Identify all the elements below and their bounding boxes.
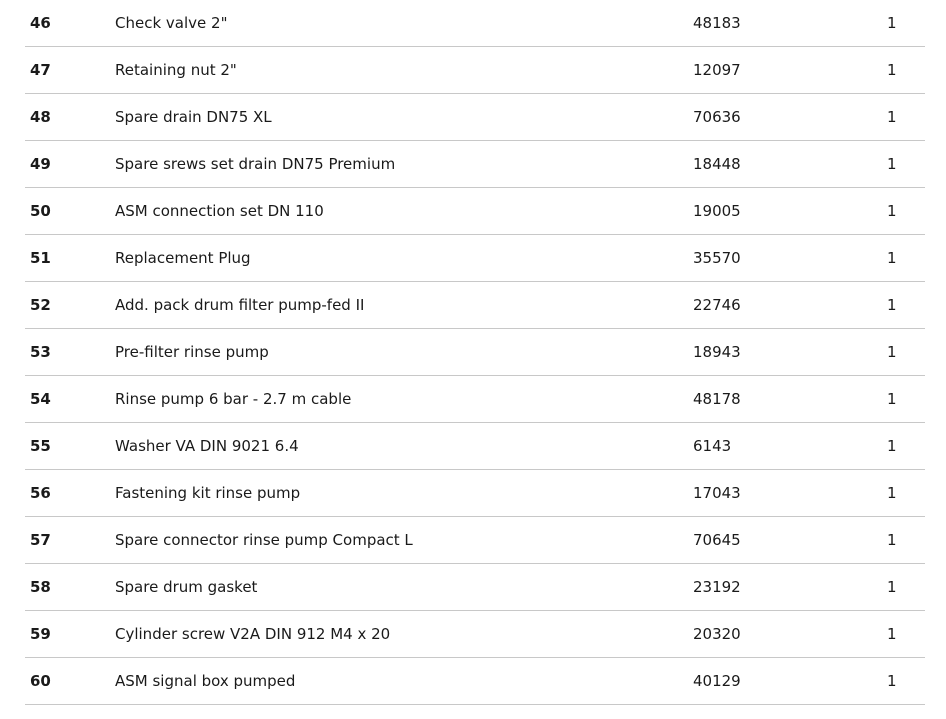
article-number: 18943	[693, 343, 741, 361]
part-description: Spare drum gasket	[115, 578, 258, 596]
table-row	[25, 141, 925, 188]
table-row	[25, 517, 925, 564]
article-number: 48183	[693, 14, 741, 32]
article-number: 6143	[693, 437, 732, 455]
quantity: 1	[887, 672, 897, 690]
article-number: 19005	[693, 202, 741, 220]
position-number: 56	[30, 484, 51, 502]
part-description: Washer VA DIN 9021 6.4	[115, 437, 299, 455]
quantity: 1	[887, 578, 897, 596]
table-row	[25, 94, 925, 141]
position-number: 54	[30, 390, 51, 408]
part-description: Spare srews set drain DN75 Premium	[115, 155, 396, 173]
position-number: 58	[30, 578, 51, 596]
table-row	[25, 282, 925, 329]
article-number: 22746	[693, 296, 741, 314]
table-row	[25, 47, 925, 94]
quantity: 1	[887, 14, 897, 32]
part-description: Replacement Plug	[115, 249, 251, 267]
quantity: 1	[887, 625, 897, 643]
article-number: 18448	[693, 155, 741, 173]
table-row	[25, 188, 925, 235]
position-number: 55	[30, 437, 51, 455]
table-row	[25, 470, 925, 517]
article-number: 35570	[693, 249, 741, 267]
table-row	[25, 329, 925, 376]
table-row	[25, 235, 925, 282]
quantity: 1	[887, 61, 897, 79]
part-description: Fastening kit rinse pump	[115, 484, 301, 502]
part-description: Check valve 2"	[115, 14, 228, 32]
position-number: 51	[30, 249, 51, 267]
position-number: 47	[30, 61, 51, 79]
article-number: 40129	[693, 672, 741, 690]
position-number: 46	[30, 14, 51, 32]
quantity: 1	[887, 437, 897, 455]
article-number: 70645	[693, 531, 741, 549]
article-number: 20320	[693, 625, 741, 643]
table-row	[25, 376, 925, 423]
table-row	[25, 423, 925, 470]
article-number: 17043	[693, 484, 741, 502]
position-number: 49	[30, 155, 51, 173]
position-number: 57	[30, 531, 51, 549]
position-number: 53	[30, 343, 51, 361]
part-description: Pre-filter rinse pump	[115, 343, 269, 361]
part-description: Retaining nut 2"	[115, 61, 237, 79]
quantity: 1	[887, 155, 897, 173]
article-number: 70636	[693, 108, 741, 126]
part-description: Add. pack drum filter pump-fed II	[115, 296, 365, 314]
table-row	[25, 0, 925, 47]
part-description: Spare connector rinse pump Compact L	[115, 531, 413, 549]
position-number: 50	[30, 202, 51, 220]
parts-table	[25, 0, 925, 705]
part-description: Rinse pump 6 bar - 2.7 m cable	[115, 390, 352, 408]
quantity: 1	[887, 249, 897, 267]
position-number: 48	[30, 108, 51, 126]
part-description: Spare drain DN75 XL	[115, 108, 272, 126]
quantity: 1	[887, 484, 897, 502]
article-number: 12097	[693, 61, 741, 79]
table-row	[25, 658, 925, 705]
table-row	[25, 611, 925, 658]
quantity: 1	[887, 390, 897, 408]
quantity: 1	[887, 296, 897, 314]
position-number: 60	[30, 672, 51, 690]
quantity: 1	[887, 202, 897, 220]
part-description: ASM signal box pumped	[115, 672, 296, 690]
quantity: 1	[887, 343, 897, 361]
table-row	[25, 564, 925, 611]
part-description: ASM connection set DN 110	[115, 202, 324, 220]
quantity: 1	[887, 531, 897, 549]
position-number: 52	[30, 296, 51, 314]
position-number: 59	[30, 625, 51, 643]
quantity: 1	[887, 108, 897, 126]
part-description: Cylinder screw V2A DIN 912 M4 x 20	[115, 625, 391, 643]
article-number: 48178	[693, 390, 741, 408]
article-number: 23192	[693, 578, 741, 596]
